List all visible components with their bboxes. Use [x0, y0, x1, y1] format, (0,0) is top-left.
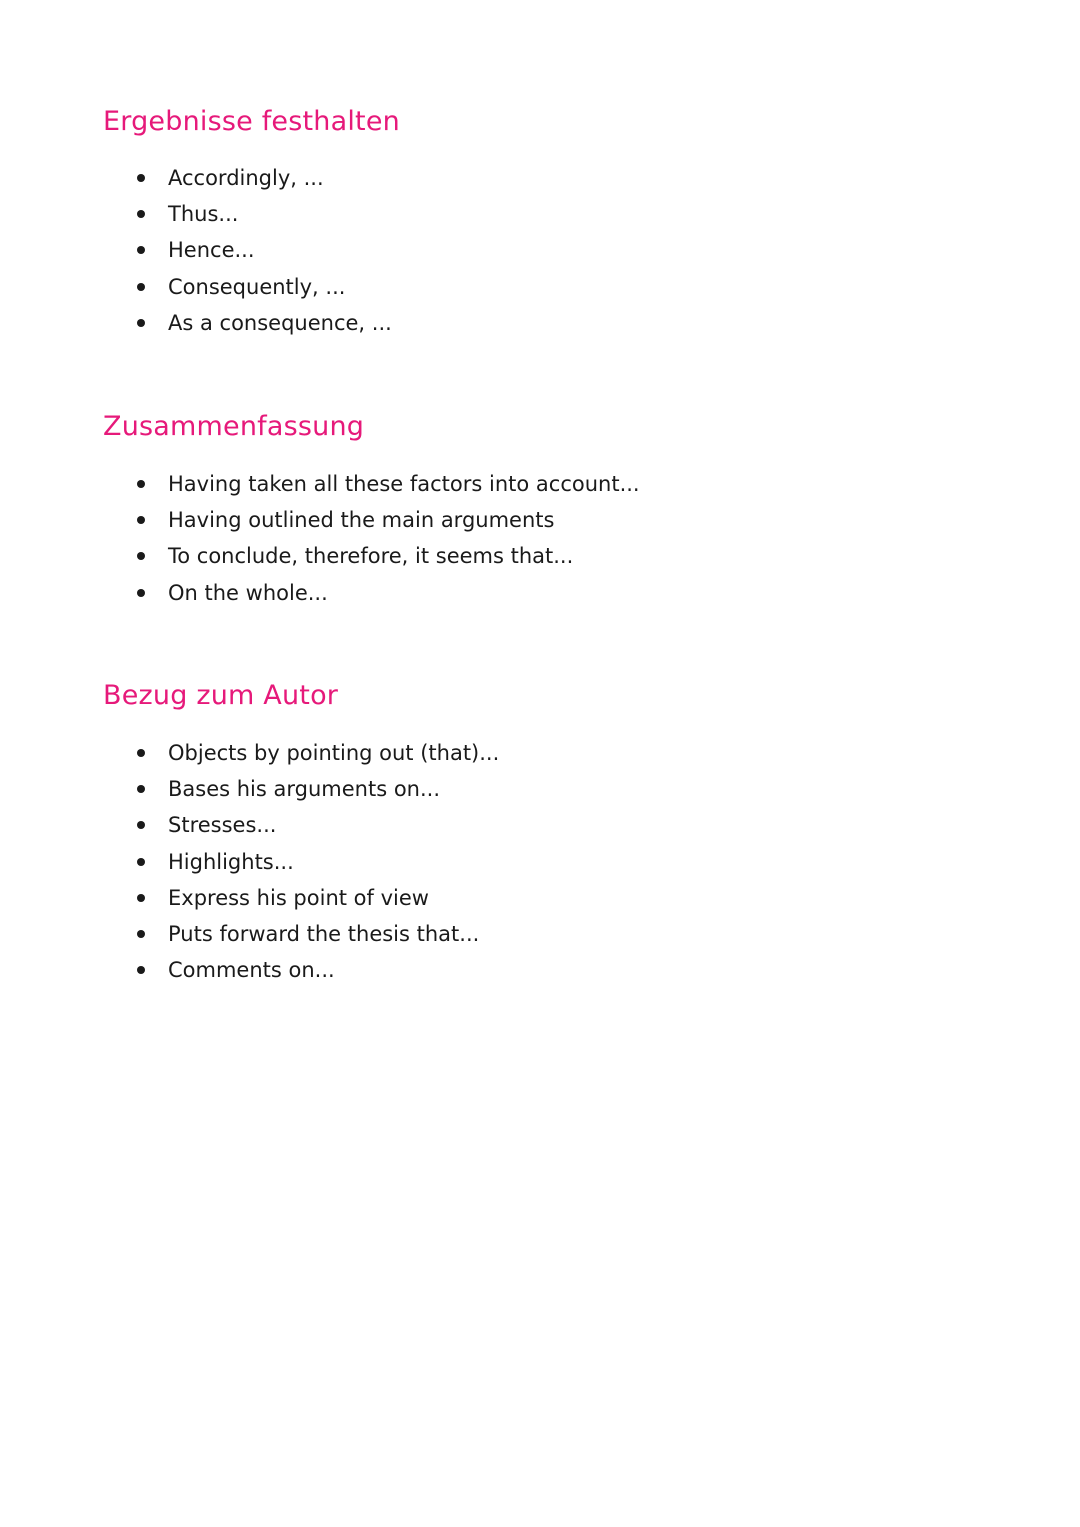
- section-title: Bezug zum Autor: [103, 680, 339, 711]
- bullet-icon: [137, 894, 145, 902]
- section-zusammenfassung: [103, 411, 640, 605]
- list-item-text: To conclude, therefore, it seems that...: [168, 544, 574, 569]
- bullet-icon: [137, 785, 145, 793]
- list-item-text: Thus...: [168, 202, 239, 227]
- bullet-icon: [137, 749, 145, 757]
- list-item-text: Having taken all these factors into account...: [168, 472, 640, 496]
- list-item-text: Consequently, ...: [168, 274, 346, 299]
- section-ergebnisse-festhalten: [103, 106, 400, 335]
- list-item-text: As a consequence, ...: [168, 310, 392, 335]
- bullet-icon: [137, 174, 145, 182]
- section-title: Zusammenfassung: [103, 411, 365, 442]
- bullet-icon: [137, 966, 145, 974]
- list-item-text: On the whole...: [168, 580, 328, 605]
- bullet-icon: [137, 516, 145, 524]
- list-item-text: Express his point of view: [168, 885, 429, 910]
- bullet-icon: [137, 210, 145, 218]
- bullet-icon: [137, 552, 145, 560]
- list-item-text: Highlights...: [168, 849, 294, 874]
- list-item-text: Stresses...: [168, 813, 277, 838]
- bullet-icon: [137, 589, 145, 597]
- list-item-text: Bases his arguments on...: [168, 777, 441, 802]
- list-item-text: Hence...: [168, 238, 255, 263]
- bullet-icon: [137, 480, 145, 488]
- bullet-icon: [137, 821, 145, 829]
- section-bezug-zum-autor: [103, 680, 500, 983]
- list-item-text: Puts forward the thesis that...: [168, 921, 480, 946]
- bullet-icon: [137, 930, 145, 938]
- list-item-text: Comments on...: [168, 958, 335, 983]
- bullet-icon: [137, 858, 145, 866]
- bullet-icon: [137, 246, 145, 254]
- list-item-text: Accordingly, ...: [168, 166, 324, 190]
- section-title: Ergebnisse festhalten: [103, 106, 400, 137]
- bullet-icon: [137, 283, 145, 291]
- list-item-text: Having outlined the main arguments: [168, 508, 555, 533]
- list-item-text: Objects by pointing out (that)...: [168, 741, 500, 765]
- bullet-icon: [137, 319, 145, 327]
